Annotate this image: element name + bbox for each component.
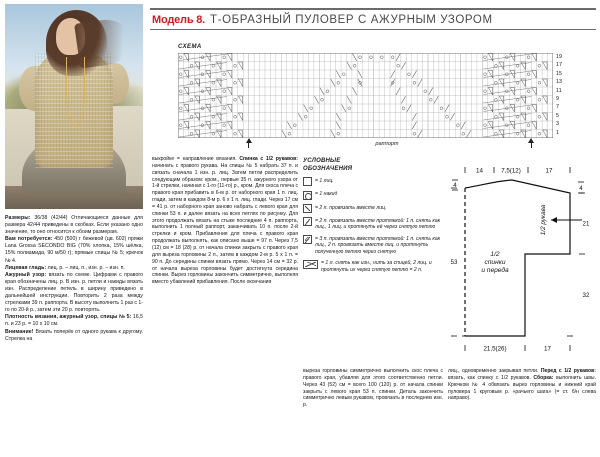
rapport-arrow-start-stem	[248, 142, 249, 148]
schem-corner-tr-label: 4	[579, 185, 583, 192]
legend-item	[303, 177, 443, 186]
row-number-axis	[556, 53, 562, 138]
instructions-column-c	[448, 368, 596, 402]
header-title-row	[150, 10, 596, 29]
stockinette-paragraph	[5, 265, 143, 272]
lace-value: вязать по схеме. Цифрами с правого края обозначены лиц. р. В изн. р. петли и накиды вязать изн. Распределение петель в ширину приведено в дальнейшей инструкции. Повторить 2 раза между стрелками 39 п. раппорта. В высоту выполнить 1 раз с 1-го по 20-й р., затем эти 20 р. повторять.	[5, 271, 144, 314]
legend-item-text: = 2 п. провязать вместе протяжкой: 1 п. снять как лиц., 1 лиц. и протянуть её через снятую петлю	[315, 217, 441, 231]
materials-label: Вам потребуется:	[5, 236, 53, 243]
header-rule-bottom	[150, 29, 596, 31]
sizes-value: 36/38 (42/44)	[30, 215, 68, 221]
instruction-text: вязать, как спинку с 1/2 рукавов.	[448, 374, 534, 381]
lace-paragraph	[5, 272, 143, 315]
legend-symbol-yarnover-icon	[303, 191, 312, 200]
gauge-paragraph	[5, 314, 143, 328]
sizes-paragraph	[5, 215, 143, 236]
legend-item	[303, 217, 443, 231]
lace-label: Ажурный узор:	[5, 271, 47, 278]
instruction-text: выреза горловины симметрично выполнить скос плеча с правого края, убавляя для этого соответственно петли. Через 43 (52) см = всего 100 (120) р. от начала спинки закрыть с левого края 53 п. спинки. Деталь закончить симметрично левым рукавом, провязать в последнем изн. р.	[303, 368, 443, 409]
schem-corner-tl-label: 4	[453, 182, 457, 189]
schem-top-left-label: 14	[476, 167, 483, 175]
schem-sleeve-label: 1/2 рукава	[540, 204, 547, 236]
page-header	[150, 8, 596, 36]
legend-item-text: = 1 лиц.	[315, 177, 334, 184]
schem-piece-label-3: и переда	[481, 267, 509, 274]
schem-bottom-left-label: 21,5(26)	[483, 345, 507, 353]
instruction-text: выкройке = направление вязания.	[152, 156, 240, 162]
schem-body-height-label: 32	[582, 292, 590, 299]
model-photo	[5, 4, 143, 209]
rapport-label: раппорт	[375, 141, 399, 147]
gauge-value: 16,5 п. и 23 р. = 10 x 10 см.	[5, 314, 143, 328]
chart-section	[178, 44, 596, 150]
chart-body	[178, 53, 596, 138]
stockinette-value: лиц. р. – лиц. п., изн. р. – изн. п.	[46, 264, 125, 271]
legend-item	[303, 204, 443, 213]
legend-item-text: = 3 п. провязать вместе протяжкой: 1 п. снять как лиц., 2 п. провязать вместе лиц. и протянуть полученную петлю через снятую	[315, 235, 441, 256]
schem-top-mid-label: 7,5(12)	[501, 167, 521, 175]
page-title: Т-ОБРАЗНЫЙ ПУЛОВЕР С АЖУРНЫМ УЗОРОМ	[210, 13, 493, 26]
attention-value: Вязать поперёк от одного рукава к другому. Стрелка на	[5, 328, 143, 342]
legend-symbol-k2tog-icon	[303, 204, 312, 213]
schem-top-right-label: 17	[545, 167, 553, 175]
legend-item	[303, 191, 443, 200]
materials-text-block	[5, 215, 143, 343]
sizes-note: Отличающиеся данные для размера 42/44 приведены в скобках. Если указано одно значение, то оно относится к обоим размерам.	[5, 215, 143, 236]
legend-symbol-plain-icon	[303, 177, 312, 186]
row-number: 7	[556, 104, 559, 111]
row-number: 17	[556, 62, 562, 69]
instruction-heading: Спинка с 1/2 рукавов:	[239, 156, 298, 162]
instruction-text: лиц., одновременно закрывая петли.	[448, 368, 541, 374]
attention-paragraph	[5, 329, 143, 343]
stitch-grid	[178, 53, 553, 138]
legend-symbol-ssk-icon	[303, 217, 312, 226]
instruction-text: выполнить швы. Крючком № 4 обвязать вырез горловины и нижний край пуловера 1 круговым р. «рачьего шага» (= ст. б/н слева направо).	[448, 374, 596, 402]
stockinette-label: Лицевая гладь:	[5, 264, 47, 271]
schem-piece-label-1: 1/2	[490, 251, 500, 258]
left-column	[0, 0, 148, 457]
instruction-heading: Сборка:	[533, 374, 554, 381]
schem-sleeve-height-label: 21	[582, 220, 590, 228]
legend-title-line1: УСЛОВНЫЕ	[303, 158, 341, 164]
legend-symbol-cross-icon	[303, 260, 318, 269]
instructions-column-a	[152, 156, 298, 286]
legend-items	[303, 177, 443, 273]
legend-symbol-s3-icon	[303, 235, 312, 244]
legend-item-text: = 2 п. провязать вместе лиц.	[315, 204, 387, 211]
legend-title	[303, 158, 443, 173]
sizes-label: Размеры:	[5, 215, 31, 221]
instruction-heading: Перед с 1/2 рукавов:	[540, 368, 596, 374]
row-number: 1	[556, 129, 559, 136]
materials-value: 450 (500) г бежевой (цв. 602) пряжи Lana Grossa SECONDO BIG (70% хлопка, 15% шёлка, 15% полиамида, 90 м/50 г); прямые спицы № 5; крючок № 4.	[5, 236, 143, 264]
gauge-label: Плотность вязания, ажурный узор, спицы № 5:	[5, 314, 132, 321]
row-number: 13	[556, 79, 562, 86]
materials-paragraph	[5, 236, 143, 264]
legend-title-line2: ОБОЗНАЧЕНИЯ	[303, 165, 353, 172]
stitch-grid-svg	[178, 53, 553, 138]
model-number: Модель 8.	[152, 13, 206, 26]
legend-item-text: = 1 накид	[315, 191, 338, 198]
row-number: 11	[556, 87, 562, 94]
chart-title: СХЕМА	[178, 44, 202, 50]
schem-piece-label-2: спинки	[484, 259, 506, 266]
row-number: 19	[556, 53, 562, 60]
row-number: 9	[556, 95, 559, 102]
row-number: 5	[556, 112, 559, 119]
schem-left-height-label: 53	[450, 259, 458, 266]
legend-item	[303, 260, 443, 274]
row-number: 15	[556, 70, 562, 77]
rapport-row	[178, 138, 596, 150]
schem-bottom-right-label: 17	[544, 345, 551, 353]
schematic-diagram	[437, 158, 597, 358]
instruction-text: начинать с правого рукава. На спицы № 5 набрать 37 п. и связать сначала 1 изн. р. лиц. Затем петли распределить следующим образом: кром., первые 35 п. ажурного узора от 1-й стрелки, начиная с 1-го (11-го) р., кром. Для скоса плеча с правого края прибавить в 6-м р. от наборного края 1 п. лиц. глади, затем в каждом 8-м р. 6 x 1 п. лиц. глади. Через 17 см = 41 р. от наборного края заново набрать с левого края для спинки 53 п. и далее вязать на всех петлях по рисунку. Для этого продолжать вязать на стыке последние 4 п. раппорта, выполнить 1 полный раппорт, заканчивать 10 п. после 2-й стрелки и кром. Прибавления для плеча с правого края продолжать выполнять, как описано выше = 97 п. Через 7,5 (12) см = 18 (28) р. от начала спинки закрыть с правого края для выреза горловины 2 п., затем в каждом 2-м р. 5 x 1 п. = 90 п. До середины спинки вязать прямо. Через 14 см = 32 р. от начала выреза горловины будет достигнута середина спинки. Вырез горловины закончить симметрично, выполняя вместо убавлений прибавления. После окончания	[152, 162, 298, 286]
sleeve-pointer-arrowhead	[551, 217, 557, 223]
photo-necklace	[66, 57, 85, 127]
legend-item	[303, 235, 443, 255]
legend-section	[303, 158, 443, 274]
schematic-svg	[437, 158, 597, 358]
rapport-arrow-end-stem	[531, 142, 532, 148]
legend-item-text: = 1 л. снять как изн., нить за спицей, 2 лиц. и протянуть их через снятую петлю = 2 п.	[321, 260, 432, 274]
attention-label: Внимание!	[5, 328, 34, 335]
row-number: 3	[556, 121, 559, 128]
instructions-column-b	[303, 368, 443, 409]
